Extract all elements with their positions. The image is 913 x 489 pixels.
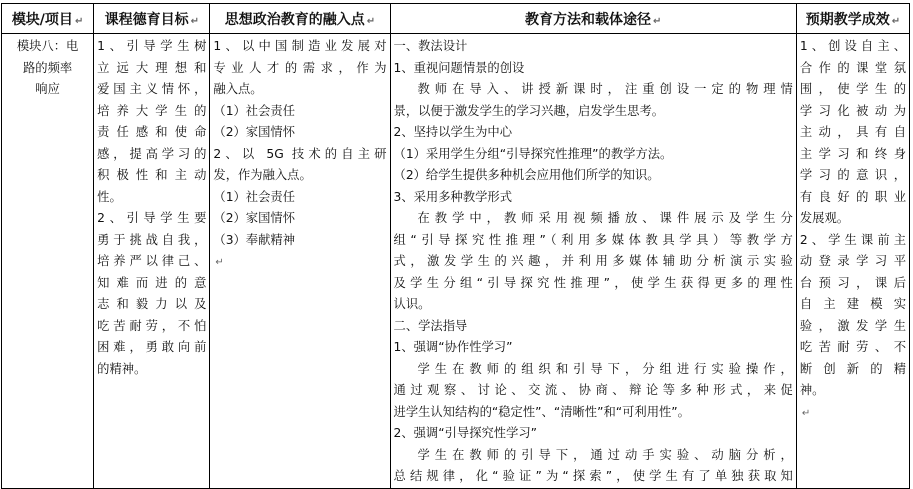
module-line: 模块八：电 [16, 39, 79, 53]
method-line: 进学生认知结构的“稳定性”、“清晰性”和“可利用性”。 [393, 404, 690, 419]
goal-line: 积极性和主动 [97, 168, 207, 182]
goal-line: 责任感和使命 [97, 125, 207, 139]
method-line: 2、强调“引导探究性学习” [393, 426, 538, 440]
goal-line: 2、引导学生要 [97, 211, 207, 225]
point-line: （2）家国情怀 [213, 211, 295, 225]
method-line: 二、学法指导 [393, 318, 468, 333]
method-line: 总结规律，化“验证”为“探索”，使学生有了单独获取知 [393, 469, 793, 483]
header-goals: 课程德育目标 ↵ [94, 4, 210, 34]
outcome-line: 发展观。 [799, 211, 850, 225]
goal-line: 培养大学生的 [97, 103, 207, 118]
method-line: 教师在导入、讲授新课时，注重创设一定的物理情 [417, 82, 793, 96]
header-outcomes: 预期教学成效 ↵ [796, 4, 909, 34]
method-line: 景，以便于激发学生的学习兴趣，启发学生思考。 [393, 103, 665, 118]
outcome-line: ↵ [801, 407, 811, 419]
goal-line: 性。 [97, 189, 122, 204]
module-cell [2, 34, 94, 489]
outcome-line: 学习化被动为 [799, 103, 906, 118]
outcome-line: 围，使学生的 [799, 82, 906, 96]
method-line: 学生在教师的组织和引导下，分组进行实验操作， [417, 361, 793, 376]
outcome-line: 动登录学习平 [799, 254, 906, 268]
goal-line: 困难，勇敢向前 [97, 340, 207, 354]
outcomes-cell [796, 34, 909, 489]
goal-line: 培养严以律己、 [97, 254, 207, 268]
point-line: ↵ [215, 257, 224, 268]
point-line: （1）社会责任 [213, 189, 295, 204]
method-line: 组“引导探究性推理”（利用多媒体教具学具）等教学方 [393, 232, 793, 247]
point-line: （3）奉献精神 [213, 232, 295, 247]
point-line: 2、以 5G 技术的自主研 [213, 146, 387, 161]
method-line: 在教学中，教师采用视频播放、课件展示及学生分 [417, 211, 793, 225]
point-line: 融入点。 [213, 82, 263, 96]
outcome-line: 学习的意识， [799, 168, 906, 182]
point-line: （1）社会责任 [213, 103, 295, 118]
goal-line: 立远大理想和 [97, 60, 207, 75]
outcome-line: 主动，具有自 [799, 125, 906, 139]
module-line: 路的频率 [22, 60, 73, 75]
curriculum-table [1, 3, 910, 489]
goal-line: 爱国主义情怀， [97, 82, 207, 96]
method-line: 及学生分组“引导探究性推理”，使学生获得更多的理性 [393, 275, 793, 290]
method-line: 式，激发学生的兴趣，并利用多媒体辅助分析演示实验 [393, 254, 793, 268]
method-line: 一、教法设计 [393, 39, 468, 53]
goal-line: 志和毅力以及 [97, 297, 207, 311]
goal-line: 的精神。 [97, 361, 147, 376]
points-cell [210, 34, 390, 489]
method-line: 1、重视问题情景的创设 [393, 60, 525, 75]
point-line: 发，作为融入点。 [213, 168, 312, 182]
goal-line: 吃苦耐劳，不怕 [97, 318, 207, 333]
content-row [2, 34, 910, 489]
header-methods: 教育方法和载体途径 ↵ [390, 4, 796, 34]
goal-line: 知难而进的意 [97, 275, 207, 290]
goal-line: 1、引导学生树 [97, 39, 207, 53]
header-points: 思想政治教育的融入点 ↵ [210, 4, 390, 34]
header-module: 模块/项目 ↵ [2, 4, 94, 34]
outcome-line: 1、创设自主、 [799, 39, 906, 53]
method-line: 2、坚持以学生为中心 [393, 125, 513, 139]
outcome-line: 自主建模实 [799, 297, 906, 311]
header-row [2, 4, 910, 34]
outcome-line: 断创新的精 [799, 361, 906, 376]
methods-cell [390, 34, 796, 489]
method-line: 3、采用多种教学形式 [393, 189, 513, 204]
outcome-line: 验，激发学生 [799, 318, 906, 333]
module-line: 响应 [35, 82, 60, 96]
goal-line: 感，提高学习的 [97, 146, 207, 161]
outcome-line: 吃苦耐劳、不 [799, 340, 906, 354]
method-line: 通过观察、讨论、交流、协商、辩论等多种形式，来促 [393, 383, 793, 397]
point-line: 1、以中国制造业发展对 [213, 39, 387, 53]
goals-cell [94, 34, 210, 489]
method-line: （2）给学生提供多种机会应用他们所学的知识。 [393, 168, 660, 182]
method-line: 学生在教师的引导下，通过动手实验、动脑分析， [417, 447, 793, 462]
point-line: 专业人才的需求，作为 [213, 60, 387, 75]
outcome-line: 台预习，课后 [799, 275, 906, 290]
method-line: 认识。 [393, 297, 431, 311]
method-line: 1、强调“协作性学习” [393, 340, 513, 354]
point-line: （2）家国情怀 [213, 125, 295, 139]
method-line: （1）采用学生分组“引导探究性推理”的教学方法。 [393, 146, 673, 161]
goal-line: 勇于挑战自我， [97, 232, 207, 247]
outcome-line: 合作的课堂氛 [799, 60, 906, 75]
outcome-line: 2、学生课前主 [799, 232, 906, 247]
outcome-line: 主学习和终身 [799, 146, 906, 161]
outcome-line: 神。 [799, 383, 825, 397]
outcome-line: 有良好的职业 [799, 189, 906, 204]
